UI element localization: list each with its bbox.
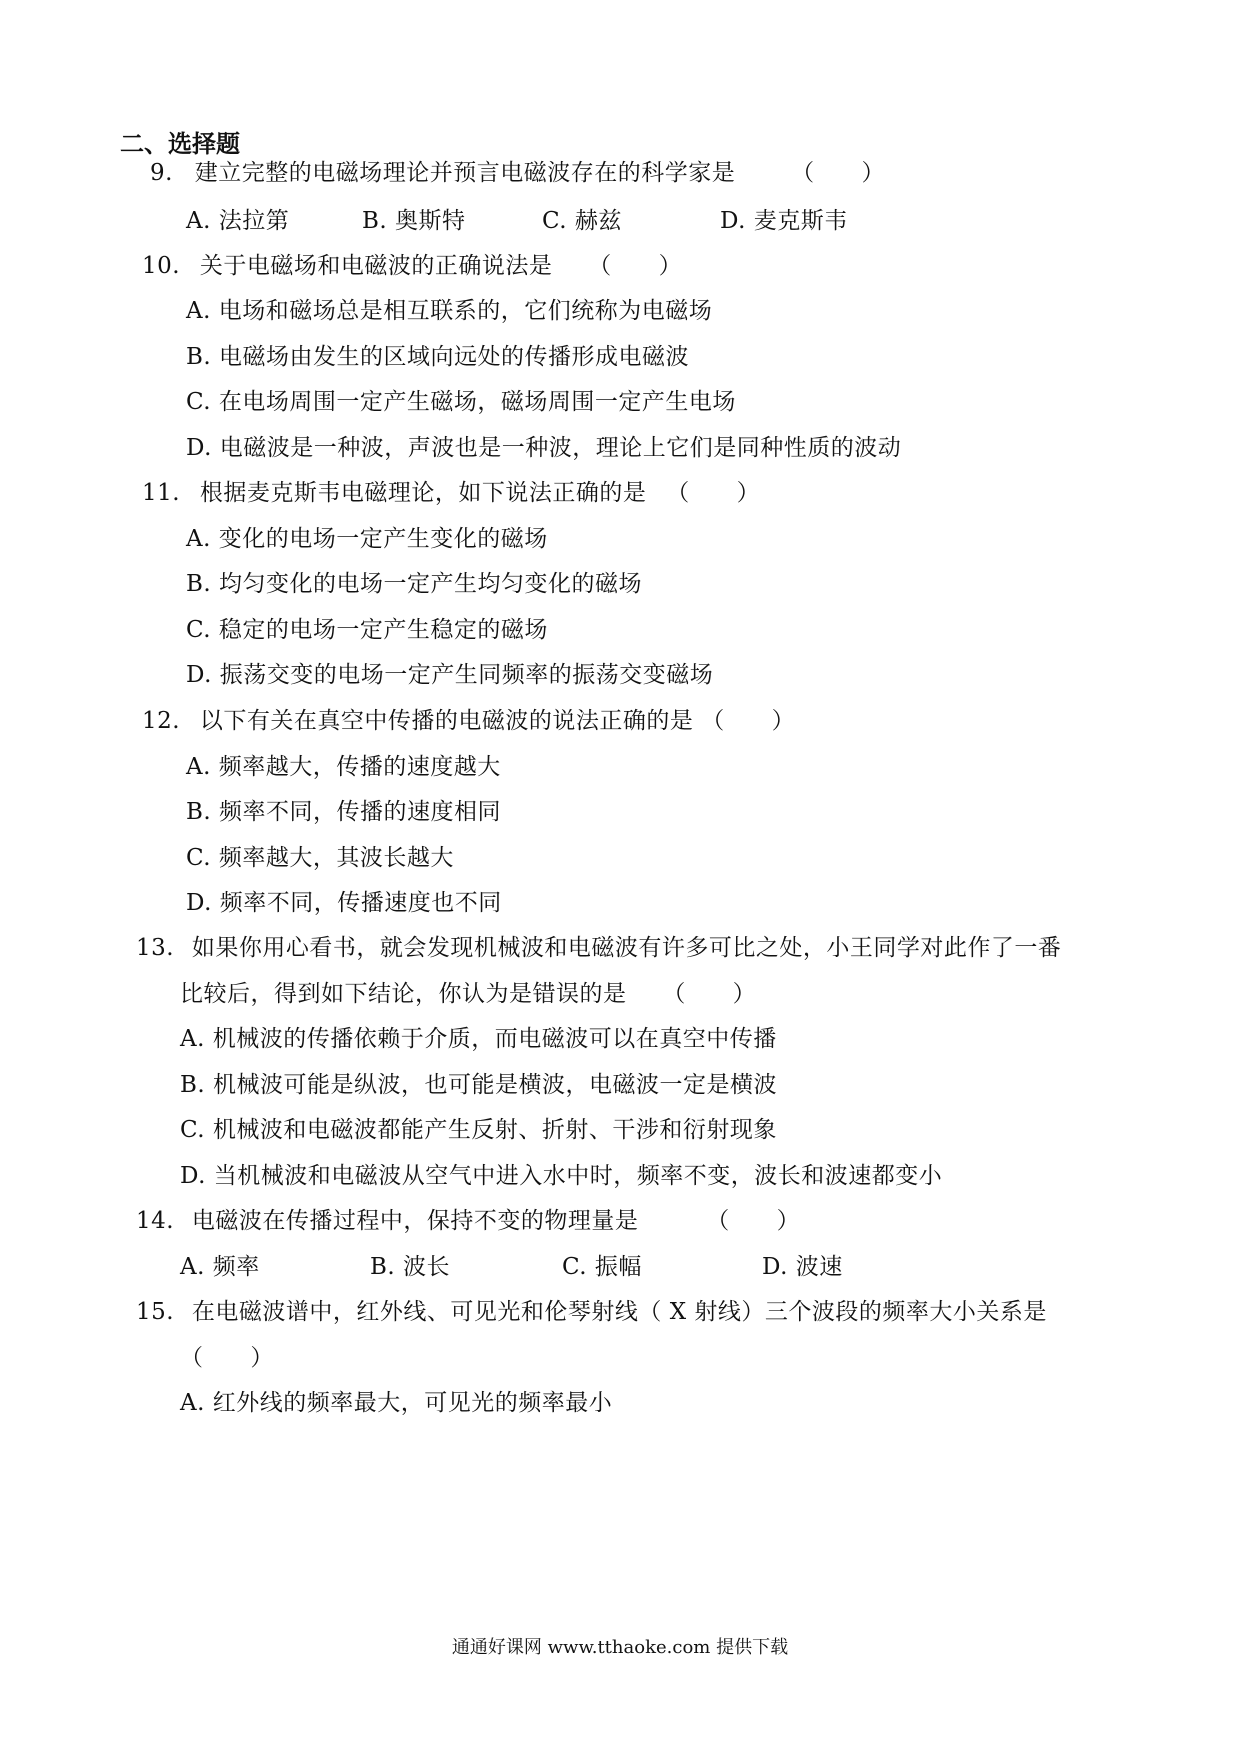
option: C. 稳定的电场一定产生稳定的磁场 bbox=[186, 617, 548, 643]
option: D. 麦克斯韦 bbox=[720, 208, 848, 234]
option: C. 赫兹 bbox=[542, 208, 622, 234]
option: A. 机械波的传播依赖于介质，而电磁波可以在真空中传播 bbox=[180, 1026, 777, 1052]
answer-paren: （ ） bbox=[180, 1345, 274, 1371]
question-number: 15. bbox=[136, 1299, 175, 1325]
answer-paren: （ ） bbox=[791, 160, 885, 186]
option: B. 奥斯特 bbox=[362, 208, 466, 234]
option: B. 电磁场由发生的区域向远处的传播形成电磁波 bbox=[186, 344, 690, 370]
question-stem: 以下有关在真空中传播的电磁波的说法正确的是 bbox=[199, 708, 694, 734]
question-stem: 根据麦克斯韦电磁理论，如下说法正确的是 bbox=[199, 480, 647, 506]
option: A. 频率 bbox=[180, 1254, 260, 1280]
question-stem: 建立完整的电磁场理论并预言电磁波存在的科学家是 bbox=[194, 160, 736, 186]
question-11 bbox=[142, 478, 760, 508]
question-12 bbox=[142, 706, 795, 736]
option: A. 变化的电场一定产生变化的磁场 bbox=[186, 526, 548, 552]
question-number: 13. bbox=[136, 935, 175, 961]
option: D. 波速 bbox=[762, 1254, 843, 1280]
option: D. 频率不同，传播速度也不同 bbox=[186, 890, 502, 916]
question-stem: 在电磁波谱中，红外线、可见光和伦琴射线（ X 射线）三个波段的频率大小关系是 bbox=[191, 1299, 1047, 1325]
answer-paren: （ ） bbox=[588, 253, 683, 279]
question-number: 9. bbox=[150, 160, 173, 186]
answer-paren: （ ） bbox=[706, 1208, 801, 1234]
question-stem-continued: 比较后，得到如下结论，你认为是错误的是 bbox=[180, 981, 627, 1007]
option: D. 当机械波和电磁波从空气中进入水中时，频率不变，波长和波速都变小 bbox=[180, 1163, 943, 1189]
option: A. 红外线的频率最大，可见光的频率最小 bbox=[180, 1390, 613, 1416]
question-number: 11. bbox=[142, 480, 181, 506]
question-number: 10. bbox=[142, 253, 181, 279]
option: A. 频率越大，传播的速度越大 bbox=[186, 754, 501, 780]
option: A. 电场和磁场总是相互联系的，它们统称为电磁场 bbox=[186, 298, 713, 324]
question-stem: 如果你用心看书，就会发现机械波和电磁波有许多可比之处，小王同学对此作了一番 bbox=[191, 935, 1062, 961]
option: B. 均匀变化的电场一定产生均匀变化的磁场 bbox=[186, 571, 643, 597]
answer-paren: （ ） bbox=[666, 480, 761, 506]
option: C. 在电场周围一定产生磁场，磁场周围一定产生电场 bbox=[186, 389, 736, 415]
section-title: 二、选择题 bbox=[120, 130, 240, 158]
question-10 bbox=[142, 251, 682, 281]
answer-paren: （ ） bbox=[701, 708, 796, 734]
page-footer: 通通好课网 www.tthaoke.com 提供下载 bbox=[451, 1637, 789, 1658]
question-stem: 电磁波在传播过程中，保持不变的物理量是 bbox=[191, 1208, 639, 1234]
question-13 bbox=[136, 933, 1061, 963]
option: C. 机械波和电磁波都能产生反射、折射、干涉和衍射现象 bbox=[180, 1117, 777, 1143]
option: C. 振幅 bbox=[562, 1254, 642, 1280]
question-13-continued bbox=[180, 979, 756, 1009]
option: B. 波长 bbox=[370, 1254, 451, 1280]
option: D. 电磁波是一种波，声波也是一种波，理论上它们是同种性质的波动 bbox=[186, 435, 902, 461]
question-14 bbox=[136, 1206, 800, 1236]
question-number: 12. bbox=[142, 708, 181, 734]
option: B. 频率不同，传播的速度相同 bbox=[186, 799, 502, 825]
option: B. 机械波可能是纵波，也可能是横波，电磁波一定是横波 bbox=[180, 1072, 778, 1098]
question-number: 14. bbox=[136, 1208, 175, 1234]
question-15 bbox=[136, 1297, 1047, 1327]
question-stem: 关于电磁场和电磁波的正确说法是 bbox=[199, 253, 553, 279]
option: A. 法拉第 bbox=[186, 208, 290, 234]
option: D. 振荡交变的电场一定产生同频率的振荡交变磁场 bbox=[186, 662, 714, 688]
question-9 bbox=[150, 158, 885, 188]
answer-paren: （ ） bbox=[662, 981, 757, 1007]
option: C. 频率越大，其波长越大 bbox=[186, 845, 454, 871]
